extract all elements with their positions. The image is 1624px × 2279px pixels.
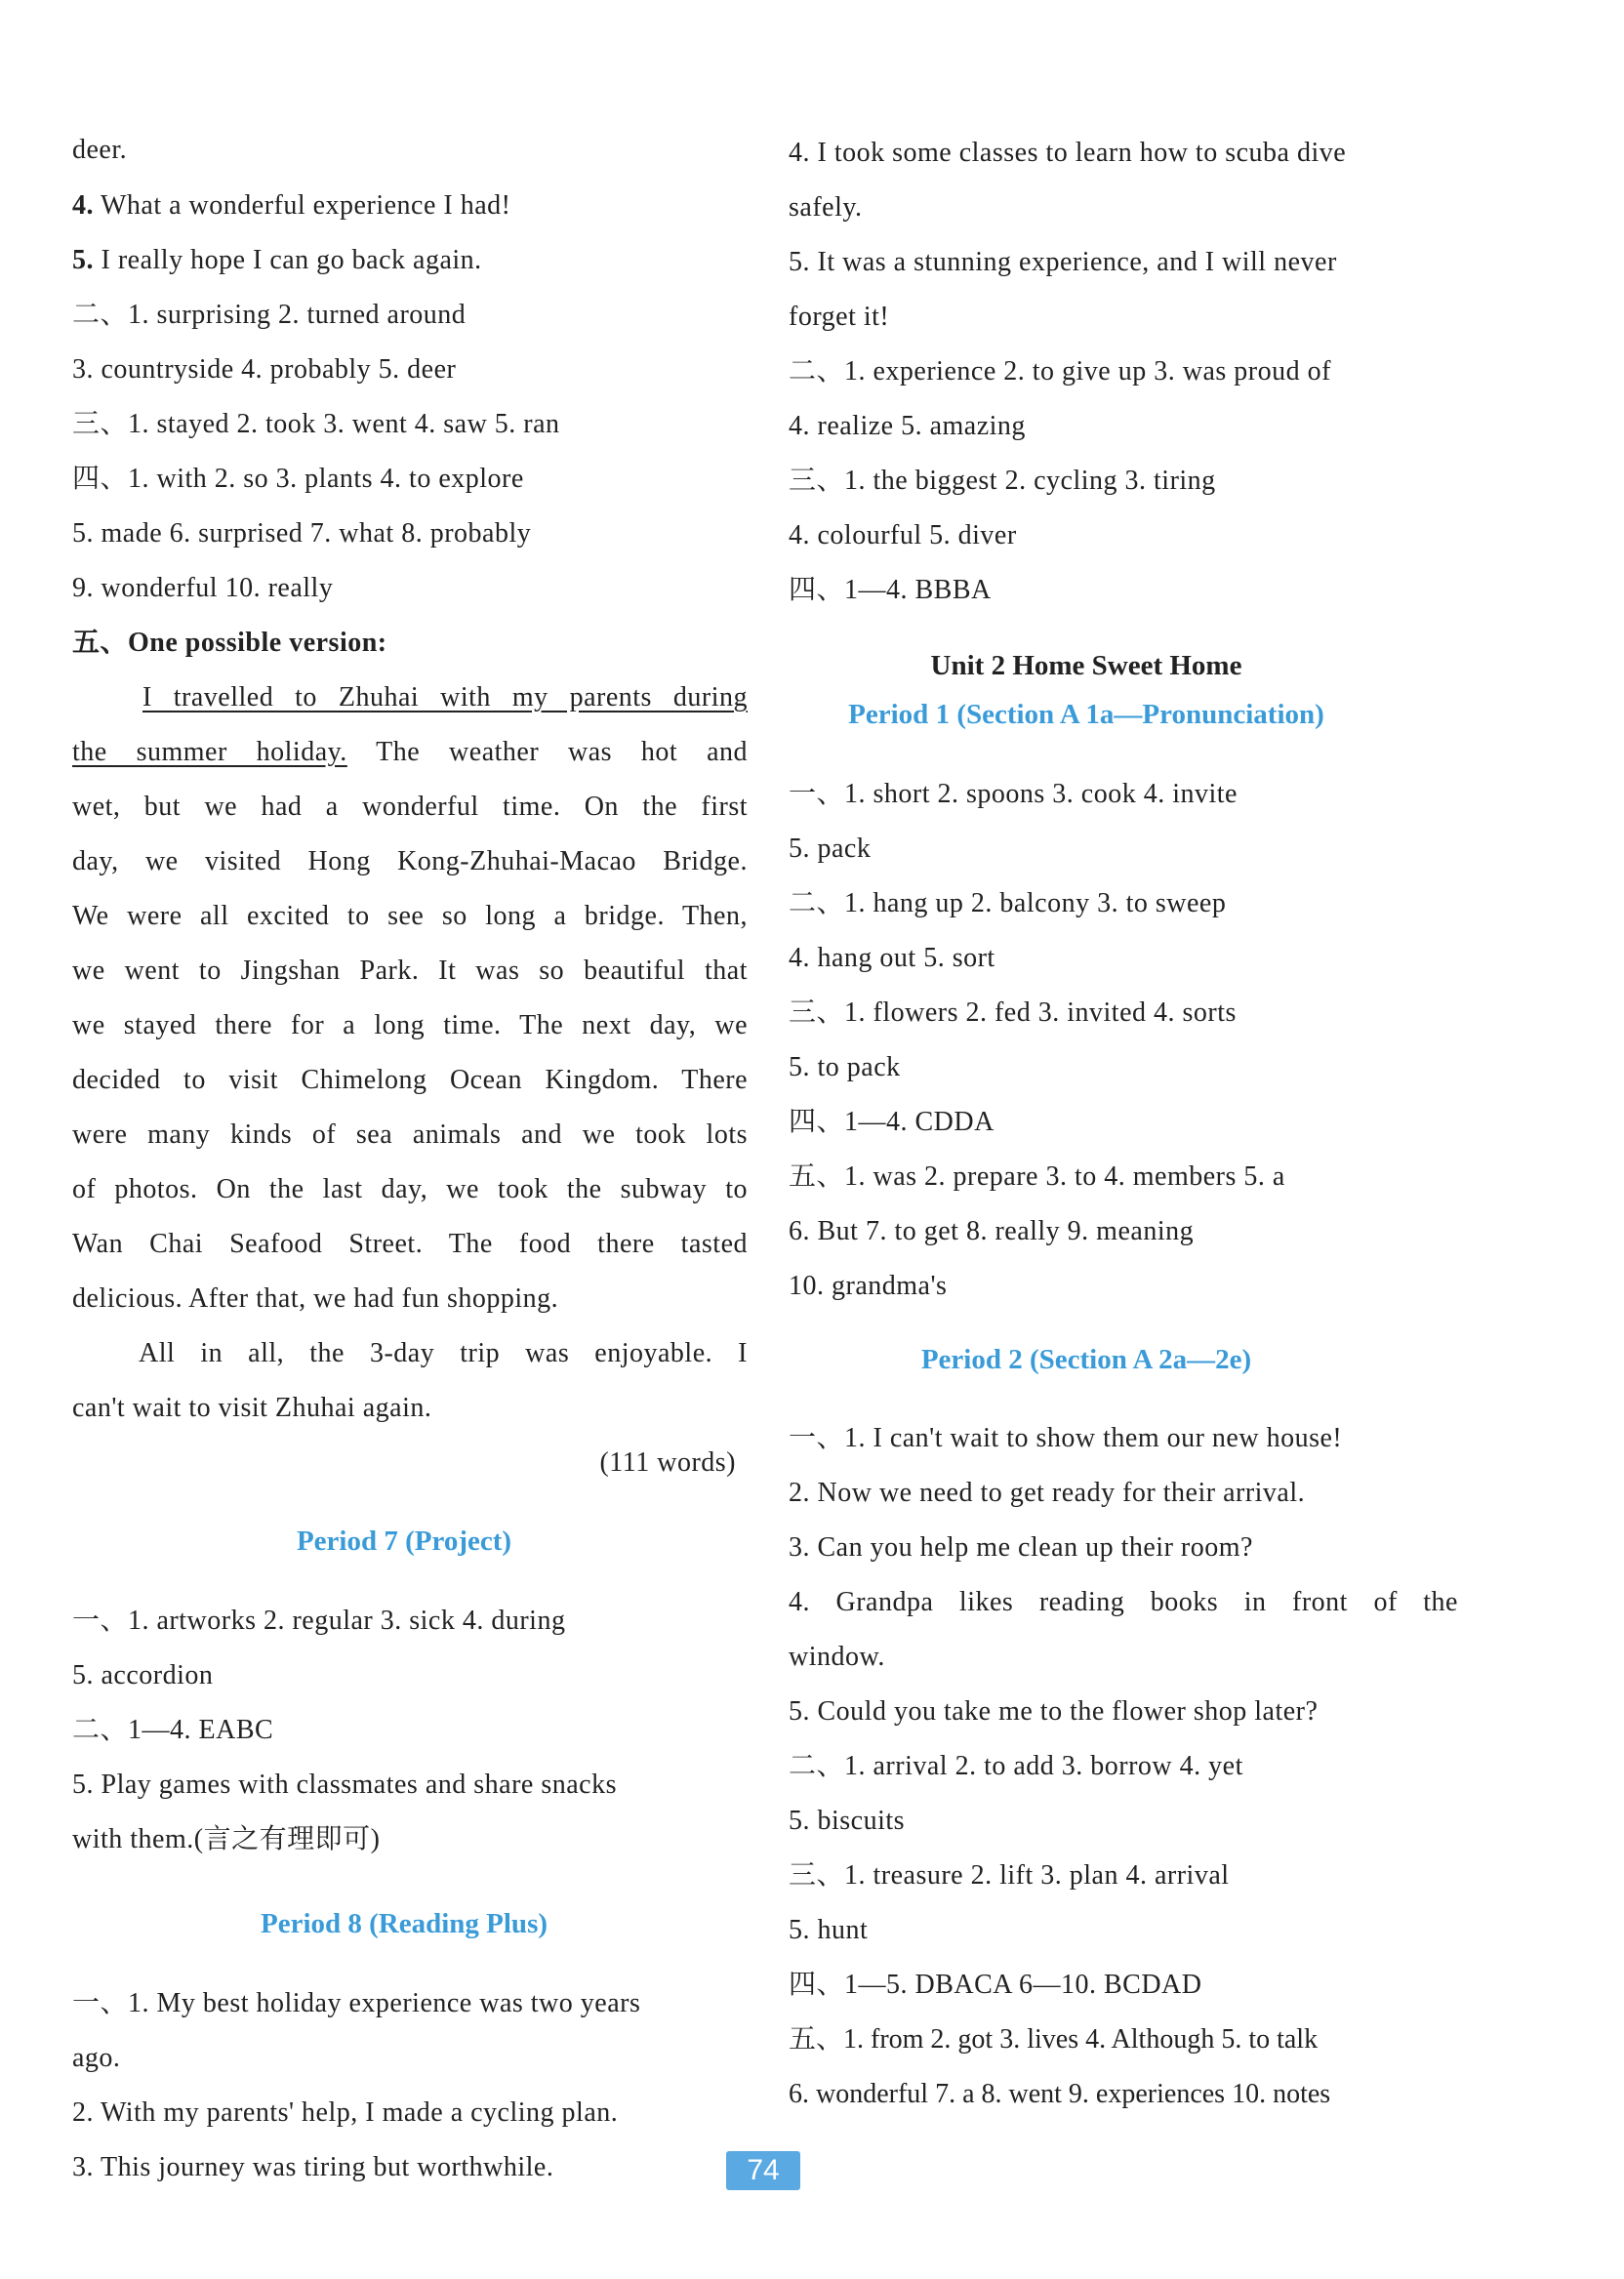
- text-line: 二、1. arrival 2. to add 3. borrow 4. yet: [789, 1751, 1243, 1781]
- page-number: 74: [726, 2151, 800, 2190]
- text-line: 三、1. stayed 2. took 3. went 4. saw 5. ran: [72, 409, 560, 439]
- essay-line: We were all excited to see so long a bridge. Then,: [72, 901, 748, 931]
- text-line: 五、1. from 2. got 3. lives 4. Although 5. to talk: [789, 2024, 1319, 2055]
- essay-line: [72, 735, 748, 770]
- essay-line: of photos. On the last day, we took the subway to: [72, 1174, 748, 1204]
- essay-line: we went to Jingshan Park. It was so beautiful that: [72, 956, 748, 986]
- text-line: 4. Grandpa likes reading books in front of the: [789, 1587, 1458, 1617]
- text-line: 5. Play games with classmates and share snacks: [72, 1770, 617, 1800]
- essay-line: decided to visit Chimelong Ocean Kingdom. There: [72, 1065, 748, 1095]
- section-heading: Period 7 (Project): [296, 1526, 512, 1557]
- text-line: 五、1. was 2. prepare 3. to 4. members 5. a: [789, 1161, 1285, 1192]
- text-line: 2. With my parents' help, I made a cycling plan.: [72, 2097, 619, 2128]
- text-line: 一、1. My best holiday experience was two years: [72, 1988, 641, 2018]
- text-line: 5. pack: [789, 834, 872, 864]
- text-line: 三、1. treasure 2. lift 3. plan 4. arrival: [789, 1860, 1230, 1891]
- text-line: 一、1. short 2. spoons 3. cook 4. invite: [789, 779, 1238, 809]
- text-line: 3. countryside 4. probably 5. deer: [72, 354, 457, 385]
- text-line: 4. hang out 5. sort: [789, 943, 995, 973]
- text-line: 一、1. artworks 2. regular 3. sick 4. during: [72, 1606, 566, 1636]
- text-line: 3. This journey was tiring but worthwhile.: [72, 2152, 554, 2182]
- underlined-text: the summer holiday.: [72, 737, 347, 767]
- essay-line: All in all, the 3-day trip was enjoyable. I: [139, 1338, 748, 1368]
- text-line: window.: [789, 1642, 885, 1672]
- essay-line: can't wait to visit Zhuhai again.: [72, 1393, 432, 1423]
- text-line: 4. colourful 5. diver: [789, 520, 1017, 550]
- text-line: forget it!: [789, 302, 890, 332]
- section-heading: Period 8 (Reading Plus): [260, 1908, 548, 1939]
- section-heading: Period 1 (Section A 1a—Pronunciation): [848, 699, 1324, 730]
- word-count: (111 words): [599, 1447, 736, 1478]
- text-line: 5. to pack: [789, 1052, 901, 1082]
- text-line: 二、1. surprising 2. turned around: [72, 300, 467, 330]
- text-line: 6. But 7. to get 8. really 9. meaning: [789, 1216, 1195, 1246]
- answer-text: I really hope I can go back again.: [94, 245, 482, 275]
- item-number: 4.: [72, 190, 94, 221]
- text-line: 2. Now we need to get ready for their arrival.: [789, 1478, 1306, 1508]
- section-heading: Period 2 (Section A 2a—2e): [920, 1344, 1252, 1375]
- text-line: 四、1. with 2. so 3. plants 4. to explore: [72, 464, 524, 494]
- essay-line: delicious. After that, we had fun shopping.: [72, 1283, 559, 1314]
- essay-text: The weather was hot and: [346, 737, 748, 767]
- essay-line: we stayed there for a long time. The next day, we: [72, 1010, 748, 1040]
- text-line: 10. grandma's: [789, 1271, 948, 1301]
- text-line: 5. made 6. surprised 7. what 8. probably: [72, 518, 532, 549]
- text-line: 4. I took some classes to learn how to scuba dive: [789, 138, 1347, 168]
- text-line: 四、1—5. DBACA 6—10. BCDAD: [789, 1970, 1202, 2000]
- text-line: 9. wonderful 10. really: [72, 573, 334, 603]
- text-line: 二、1—4. EABC: [72, 1715, 274, 1745]
- text-line: 5. biscuits: [789, 1806, 906, 1836]
- text-line: 二、1. experience 2. to give up 3. was proud of: [789, 356, 1331, 387]
- text-line: safely.: [789, 192, 863, 223]
- text-line: [72, 243, 482, 278]
- essay-line: were many kinds of sea animals and we took lots: [72, 1119, 748, 1150]
- text-line: 三、1. the biggest 2. cycling 3. tiring: [789, 466, 1216, 496]
- text-line: 二、1. hang up 2. balcony 3. to sweep: [789, 888, 1227, 918]
- essay-line: I travelled to Zhuhai with my parents during: [142, 682, 748, 712]
- text-line: 5. hunt: [789, 1915, 869, 1945]
- text-line: 5. It was a stunning experience, and I will never: [789, 247, 1337, 277]
- text-line: with them.(言之有理即可): [72, 1824, 381, 1854]
- text-line: 一、1. I can't wait to show them our new house!: [789, 1423, 1343, 1453]
- text-line: 5. accordion: [72, 1660, 214, 1690]
- essay-line: day, we visited Hong Kong-Zhuhai-Macao Bridge.: [72, 846, 748, 876]
- answer-text: What a wonderful experience I had!: [94, 190, 511, 221]
- text-line: 3. Can you help me clean up their room?: [789, 1532, 1253, 1563]
- section-label: 五、One possible version:: [72, 628, 387, 658]
- item-number: 5.: [72, 245, 94, 275]
- text-line: deer.: [72, 135, 128, 165]
- essay-line: wet, but we had a wonderful time. On the first: [72, 792, 748, 822]
- text-line: 5. Could you take me to the flower shop later?: [789, 1696, 1319, 1727]
- unit-heading: Unit 2 Home Sweet Home: [930, 650, 1242, 681]
- essay-line: Wan Chai Seafood Street. The food there tasted: [72, 1229, 748, 1259]
- text-line: 四、1—4. BBBA: [789, 575, 992, 605]
- text-line: 四、1—4. CDDA: [789, 1107, 995, 1137]
- text-line: 三、1. flowers 2. fed 3. invited 4. sorts: [789, 997, 1237, 1028]
- text-line: [72, 188, 510, 224]
- text-line: ago.: [72, 2043, 121, 2073]
- text-line: 6. wonderful 7. a 8. went 9. experiences 10. notes: [789, 2079, 1331, 2109]
- text-line: 4. realize 5. amazing: [789, 411, 1026, 441]
